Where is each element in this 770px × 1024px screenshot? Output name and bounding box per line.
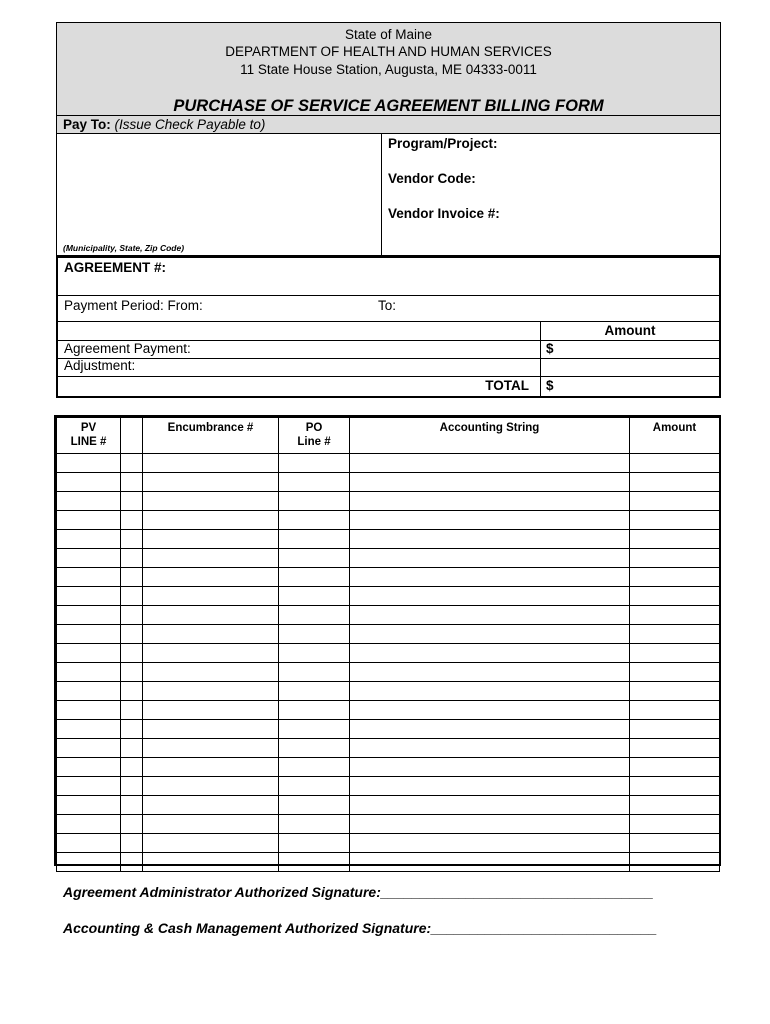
table-cell[interactable] <box>57 473 121 492</box>
table-cell[interactable] <box>57 834 121 853</box>
form-title: PURCHASE OF SERVICE AGREEMENT BILLING FORM <box>173 97 604 115</box>
table-cell[interactable] <box>121 834 143 853</box>
table-cell[interactable] <box>279 720 350 739</box>
address-hint: (Municipality, State, Zip Code) <box>63 243 185 253</box>
table-cell[interactable] <box>57 853 121 872</box>
table-cell[interactable] <box>350 815 630 834</box>
table-cell[interactable] <box>630 454 720 473</box>
table-cell[interactable] <box>121 473 143 492</box>
agreement-box <box>56 256 721 398</box>
table-cell[interactable] <box>279 644 350 663</box>
table-cell[interactable] <box>630 663 720 682</box>
table-cell[interactable] <box>630 739 720 758</box>
table-cell[interactable] <box>121 492 143 511</box>
table-cell[interactable] <box>57 587 121 606</box>
amount-header-row <box>58 321 719 341</box>
table-cell[interactable] <box>121 454 143 473</box>
table-cell[interactable] <box>350 492 630 511</box>
table-cell[interactable] <box>143 568 279 587</box>
vendor-invoice-field[interactable]: Vendor Invoice #: <box>388 206 500 221</box>
accounting-signature-line[interactable]: Accounting & Cash Management Authorized Signature:_____________________________ <box>63 920 657 936</box>
period-from-field[interactable]: Payment Period: From: <box>64 298 203 313</box>
payee-block <box>56 134 721 256</box>
table-cell[interactable] <box>350 549 630 568</box>
table-cell[interactable] <box>143 530 279 549</box>
table-cell[interactable] <box>143 853 279 872</box>
col-po-line: PO Line # <box>279 418 350 454</box>
table-cell[interactable] <box>630 473 720 492</box>
table-cell[interactable] <box>279 454 350 473</box>
table-row <box>57 587 720 606</box>
table-cell[interactable] <box>630 606 720 625</box>
table-cell[interactable] <box>279 796 350 815</box>
table-cell[interactable] <box>57 492 121 511</box>
billing-form <box>56 22 721 398</box>
table-cell[interactable] <box>350 606 630 625</box>
table-cell[interactable] <box>350 473 630 492</box>
table-cell[interactable] <box>57 606 121 625</box>
table-cell[interactable] <box>279 834 350 853</box>
table-cell[interactable] <box>350 796 630 815</box>
table-row <box>57 663 720 682</box>
table-cell[interactable] <box>143 606 279 625</box>
table-row <box>57 682 720 701</box>
table-cell[interactable] <box>121 701 143 720</box>
table-cell[interactable] <box>279 663 350 682</box>
col-encumbrance: Encumbrance # <box>143 418 279 454</box>
department-address: 11 State House Station, Augusta, ME 04333-0011 <box>240 62 537 77</box>
table-cell[interactable] <box>57 625 121 644</box>
col-pv-line: PV LINE # <box>57 418 121 454</box>
table-cell[interactable] <box>350 853 630 872</box>
table-row <box>57 834 720 853</box>
payment-period-row <box>58 295 719 322</box>
pay-to-hint: (Issue Check Payable to) <box>114 117 266 132</box>
table-cell[interactable] <box>350 530 630 549</box>
table-cell[interactable] <box>279 625 350 644</box>
table-cell[interactable] <box>121 815 143 834</box>
col-accounting-string: Accounting String <box>350 418 630 454</box>
table-row <box>57 606 720 625</box>
table-cell[interactable] <box>279 815 350 834</box>
agreement-payment-row <box>58 340 719 359</box>
table-cell[interactable] <box>350 758 630 777</box>
table-row <box>57 625 720 644</box>
agreement-number-label: AGREEMENT #: <box>64 260 167 275</box>
table-row <box>57 473 720 492</box>
table-cell[interactable] <box>279 473 350 492</box>
table-cell[interactable] <box>630 701 720 720</box>
table-cell[interactable] <box>121 853 143 872</box>
table-cell[interactable] <box>143 701 279 720</box>
table-cell[interactable] <box>121 511 143 530</box>
table-cell[interactable] <box>57 511 121 530</box>
table-cell[interactable] <box>143 644 279 663</box>
table-row <box>57 777 720 796</box>
table-cell[interactable] <box>143 625 279 644</box>
table-cell[interactable] <box>121 663 143 682</box>
table-cell[interactable] <box>57 549 121 568</box>
line-items-table <box>56 417 720 872</box>
table-cell[interactable] <box>143 473 279 492</box>
table-cell[interactable] <box>57 720 121 739</box>
table-cell[interactable] <box>121 758 143 777</box>
table-cell[interactable] <box>121 644 143 663</box>
table-cell[interactable] <box>143 739 279 758</box>
table-cell[interactable] <box>121 606 143 625</box>
table-cell[interactable] <box>350 777 630 796</box>
table-cell[interactable] <box>57 682 121 701</box>
table-cell[interactable] <box>279 739 350 758</box>
table-header-row <box>57 418 720 454</box>
table-cell[interactable] <box>630 720 720 739</box>
table-cell[interactable] <box>279 853 350 872</box>
table-cell[interactable] <box>350 701 630 720</box>
table-cell[interactable] <box>630 853 720 872</box>
table-cell[interactable] <box>630 549 720 568</box>
table-row <box>57 701 720 720</box>
table-cell[interactable] <box>279 758 350 777</box>
table-cell[interactable] <box>279 682 350 701</box>
table-cell[interactable] <box>350 454 630 473</box>
table-cell[interactable] <box>350 644 630 663</box>
table-cell[interactable] <box>57 796 121 815</box>
admin-signature-line[interactable]: Agreement Administrator Authorized Signature:___________________________________ <box>63 884 654 900</box>
col-blank <box>121 418 143 454</box>
table-cell[interactable] <box>121 530 143 549</box>
period-to-field[interactable]: To: <box>378 298 397 313</box>
table-cell[interactable] <box>279 777 350 796</box>
table-cell[interactable] <box>143 663 279 682</box>
pay-to-row <box>56 116 721 134</box>
table-cell[interactable] <box>279 568 350 587</box>
table-cell[interactable] <box>143 758 279 777</box>
table-cell[interactable] <box>350 682 630 701</box>
table-row <box>57 568 720 587</box>
table-cell[interactable] <box>143 587 279 606</box>
agreement-number-row[interactable] <box>58 258 719 296</box>
department-name: DEPARTMENT OF HEALTH AND HUMAN SERVICES <box>225 44 552 59</box>
payee-address-field[interactable] <box>57 134 382 255</box>
table-row <box>57 739 720 758</box>
form-header <box>56 22 721 116</box>
table-cell[interactable] <box>630 511 720 530</box>
table-cell[interactable] <box>630 644 720 663</box>
state-name: State of Maine <box>344 27 433 42</box>
table-cell[interactable] <box>121 720 143 739</box>
table-cell[interactable] <box>143 454 279 473</box>
table-cell[interactable] <box>630 492 720 511</box>
line-items-body <box>57 454 720 872</box>
table-cell[interactable] <box>279 587 350 606</box>
table-cell[interactable] <box>350 663 630 682</box>
table-row <box>57 853 720 872</box>
table-cell[interactable] <box>630 777 720 796</box>
table-row <box>57 644 720 663</box>
table-cell[interactable] <box>143 682 279 701</box>
table-cell[interactable] <box>350 568 630 587</box>
table-row <box>57 815 720 834</box>
table-cell[interactable] <box>279 701 350 720</box>
adjustment-row <box>58 358 719 377</box>
table-cell[interactable] <box>121 796 143 815</box>
table-cell[interactable] <box>143 549 279 568</box>
table-cell[interactable] <box>121 777 143 796</box>
table-cell[interactable] <box>121 682 143 701</box>
table-row <box>57 530 720 549</box>
table-cell[interactable] <box>143 815 279 834</box>
table-cell[interactable] <box>143 834 279 853</box>
agreement-payment-label: Agreement Payment: <box>64 341 191 356</box>
adjustment-label: Adjustment: <box>64 358 136 373</box>
table-cell[interactable] <box>350 625 630 644</box>
total-label: TOTAL <box>485 378 529 393</box>
table-cell[interactable] <box>143 720 279 739</box>
table-cell[interactable] <box>57 739 121 758</box>
amount-column-divider <box>540 321 541 396</box>
table-cell[interactable] <box>57 701 121 720</box>
table-cell[interactable] <box>630 625 720 644</box>
col-amount: Amount <box>630 418 720 454</box>
table-cell[interactable] <box>630 682 720 701</box>
table-row <box>57 549 720 568</box>
table-cell[interactable] <box>143 777 279 796</box>
amount-header: Amount <box>604 323 656 338</box>
table-row <box>57 492 720 511</box>
table-cell[interactable] <box>57 454 121 473</box>
table-cell[interactable] <box>57 663 121 682</box>
agreement-payment-value[interactable]: $ <box>546 341 554 356</box>
table-cell[interactable] <box>630 834 720 853</box>
table-cell[interactable] <box>350 834 630 853</box>
table-cell[interactable] <box>279 606 350 625</box>
total-row <box>58 376 719 396</box>
table-cell[interactable] <box>279 511 350 530</box>
table-cell[interactable] <box>57 815 121 834</box>
table-cell[interactable] <box>143 511 279 530</box>
table-cell[interactable] <box>57 530 121 549</box>
table-cell[interactable] <box>630 815 720 834</box>
table-cell[interactable] <box>121 587 143 606</box>
line-items-table-wrapper <box>54 415 721 866</box>
table-cell[interactable] <box>57 568 121 587</box>
table-cell[interactable] <box>121 625 143 644</box>
table-cell[interactable] <box>279 549 350 568</box>
table-cell[interactable] <box>57 644 121 663</box>
table-cell[interactable] <box>279 492 350 511</box>
table-cell[interactable] <box>630 587 720 606</box>
table-cell[interactable] <box>630 568 720 587</box>
program-project-field[interactable]: Program/Project: <box>388 136 498 151</box>
table-cell[interactable] <box>630 758 720 777</box>
table-cell[interactable] <box>279 530 350 549</box>
table-cell[interactable] <box>121 739 143 758</box>
table-row <box>57 720 720 739</box>
table-cell[interactable] <box>630 530 720 549</box>
total-value[interactable]: $ <box>546 378 554 393</box>
table-row <box>57 758 720 777</box>
table-cell[interactable] <box>350 587 630 606</box>
table-cell[interactable] <box>57 777 121 796</box>
table-cell[interactable] <box>350 511 630 530</box>
vendor-code-field[interactable]: Vendor Code: <box>388 171 476 186</box>
table-cell[interactable] <box>57 758 121 777</box>
table-cell[interactable] <box>630 796 720 815</box>
table-cell[interactable] <box>350 720 630 739</box>
table-cell[interactable] <box>143 796 279 815</box>
table-cell[interactable] <box>121 549 143 568</box>
table-cell[interactable] <box>350 739 630 758</box>
table-cell[interactable] <box>121 568 143 587</box>
table-cell[interactable] <box>143 492 279 511</box>
pay-to-label: Pay To: <box>63 117 111 132</box>
table-row <box>57 796 720 815</box>
table-row <box>57 454 720 473</box>
table-row <box>57 511 720 530</box>
